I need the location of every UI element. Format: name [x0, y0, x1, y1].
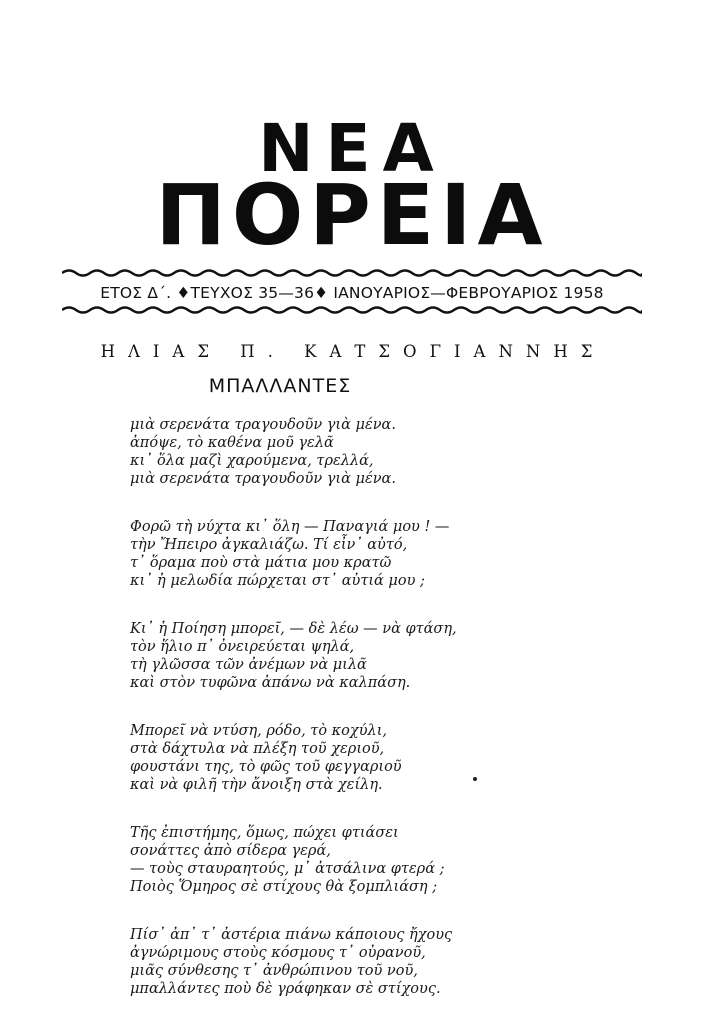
masthead-title-line2: ΠΟΡΕΙΑ	[155, 166, 549, 264]
poem-body	[130, 416, 610, 1028]
verse-line: Τῆς ἐπιστήμης, ὅμως, πώχει φτιάσει	[130, 825, 399, 841]
verse-line: κι᾿ ἡ μελωδία πώρχεται στ᾿ αὐτιά μου ;	[130, 573, 425, 589]
verse-line: φουστάνι της, τὸ φῶς τοῦ φεγγαριοῦ	[130, 759, 402, 775]
top-wave-rule	[62, 268, 642, 278]
verse-line: τὴ γλῶσσα τῶν ἀνέμων νὰ μιλᾶ	[130, 657, 367, 673]
author-name: ΗΛΙΑΣ Π. ΚΑΤΣΟΓΙΑΝΝΗΣ	[100, 342, 606, 361]
verse-line: Μπορεῖ νὰ ντύση, ρόδο, τὸ κοχύλι,	[130, 723, 387, 739]
stanza	[130, 722, 610, 794]
issue-info-line: ΕΤΟΣ Δ΄. ♦ΤΕΥΧΟΣ 35—36♦ ΙΑΝΟΥΑΡΙΟΣ—ΦΕΒΡΟΥΑΡΙΟΣ 1958	[100, 284, 604, 302]
verse-line: Φορῶ τὴ νύχτα κι᾿ ὅλη — Παναγιά μου ! —	[130, 519, 450, 535]
poem-title: ΜΠΑΛΛΑΝΤΕΣ	[208, 375, 352, 397]
verse-line: τὸν ἥλιο π᾿ ὀνειρεύεται ψηλά,	[130, 639, 355, 655]
stanza	[130, 926, 610, 998]
verse-line: σονάττες ἀπὸ σίδερα γερά,	[130, 843, 331, 859]
verse-line: ἀπόψε, τὸ καθένα μοῦ γελᾶ	[130, 435, 334, 451]
verse-line: στὰ δάχτυλα νὰ πλέξη τοῦ χεριοῦ,	[130, 741, 385, 757]
verse-line: ἀγνώριμους στοὺς κόσμους τ᾿ οὐρανοῦ,	[130, 945, 426, 961]
verse-line: καὶ νὰ φιλῆ τὴν ἄνοιξη στὰ χείλη.	[130, 777, 383, 793]
verse-line: Πίσ᾿ ἀπ᾿ τ᾿ ἀστέρια πιάνω κάποιους ἤχους	[130, 927, 453, 943]
stanza	[130, 416, 610, 488]
ink-speck	[473, 777, 477, 781]
bottom-wave-rule	[62, 305, 642, 315]
verse-line: Ποιὸς Ὅμηρος σὲ στίχους θὰ ξομπλιάση ;	[130, 879, 438, 895]
stanza	[130, 824, 610, 896]
stanza	[130, 518, 610, 590]
verse-line: κι᾿ ὅλα μαζὶ χαρούμενα, τρελλά,	[130, 453, 374, 469]
verse-line: τ᾿ ὅραμα ποὺ στὰ μάτια μου κρατῶ	[130, 555, 392, 571]
verse-line: τὴν Ἤπειρο ἀγκαλιάζω. Τί εἶν᾿ αὐτό,	[130, 537, 408, 553]
verse-line: — τοὺς σταυραητούς, μ᾿ ἀτσάλινα φτερά ;	[130, 861, 445, 877]
verse-line: μιὰ σερενάτα τραγουδοῦν γιὰ μένα.	[130, 471, 396, 487]
verse-line: μπαλλάντες ποὺ δὲ γράφηκαν σὲ στίχους.	[130, 981, 441, 997]
verse-line: καὶ στὸν τυφῶνα ἀπάνω νὰ καλπάση.	[130, 675, 411, 691]
masthead-title-line1: ΝΕΑ	[258, 110, 446, 187]
verse-line: μιὰ σερενάτα τραγουδοῦν γιὰ μένα.	[130, 417, 396, 433]
stanza	[130, 620, 610, 692]
verse-line: Κι᾿ ἡ Ποίηση μπορεῖ, — δὲ λέω — νὰ φτάση,	[130, 621, 457, 637]
verse-line: μιᾶς σύνθεσης τ᾿ ἀνθρώπινου τοῦ νοῦ,	[130, 963, 418, 979]
